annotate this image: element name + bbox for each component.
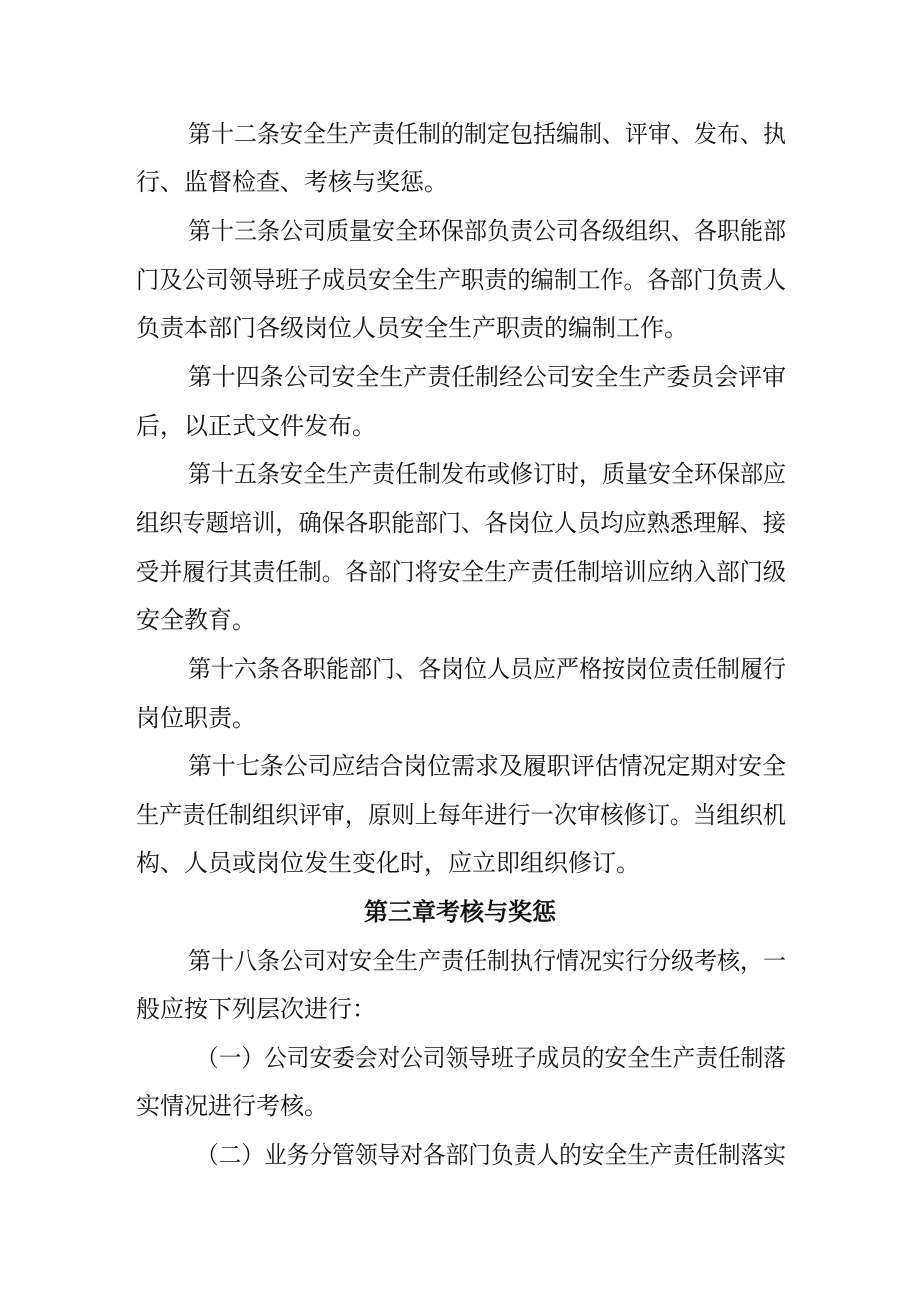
article-14-line-1: 第十四条公司安全生产责任制经公司安全生产委员会评审 <box>188 363 786 391</box>
article-12-line-2: 行、监督检查、考核与奖惩。 <box>136 168 448 196</box>
article-15-line-3: 受并履行其责任制。各部门将安全生产责任制培训应纳入部门级 <box>136 558 786 586</box>
article-13-line-2: 门及公司领导班子成员安全生产职责的编制工作。各部门负责人 <box>136 266 786 294</box>
article-17-line-2: 生产责任制组织评审，原则上每年进行一次审核修订。当组织机 <box>136 801 786 829</box>
article-16-line-2: 岗位职责。 <box>136 704 256 732</box>
article-15-line-4: 安全教育。 <box>136 606 256 634</box>
article-13-line-1: 第十三条公司质量安全环保部负责公司各级组织、各职能部 <box>188 217 786 245</box>
article-15-line-2: 组织专题培训，确保各职能部门、各岗位人员均应熟悉理解、接 <box>136 509 786 537</box>
article-17-line-1: 第十七条公司应结合岗位需求及履职评估情况定期对安全 <box>188 752 786 780</box>
item-2-line-1: （二）业务分管领导对各部门负责人的安全生产责任制落实 <box>196 1141 786 1169</box>
item-1-line-2: 实情况进行考核。 <box>136 1092 328 1120</box>
article-18-line-1: 第十八条公司对安全生产责任制执行情况实行分级考核，一 <box>188 947 786 975</box>
chapter-3-heading: 第三章考核与奖惩 <box>364 898 556 926</box>
article-14-line-2: 后，以正式文件发布。 <box>136 412 376 440</box>
article-12-line-1: 第十二条安全生产责任制的制定包括编制、评审、发布、执 <box>188 120 786 148</box>
article-15-line-1: 第十五条安全生产责任制发布或修订时，质量安全环保部应 <box>188 460 786 488</box>
article-18-line-2: 般应按下列层次进行： <box>136 995 376 1023</box>
item-1-line-1: （一）公司安委会对公司领导班子成员的安全生产责任制落 <box>196 1044 786 1072</box>
article-16-line-1: 第十六条各职能部门、各岗位人员应严格按岗位责任制履行 <box>188 655 786 683</box>
article-17-line-3: 构、人员或岗位发生变化时，应立即组织修订。 <box>136 849 640 877</box>
article-13-line-3: 负责本部门各级岗位人员安全生产职责的编制工作。 <box>136 314 688 342</box>
